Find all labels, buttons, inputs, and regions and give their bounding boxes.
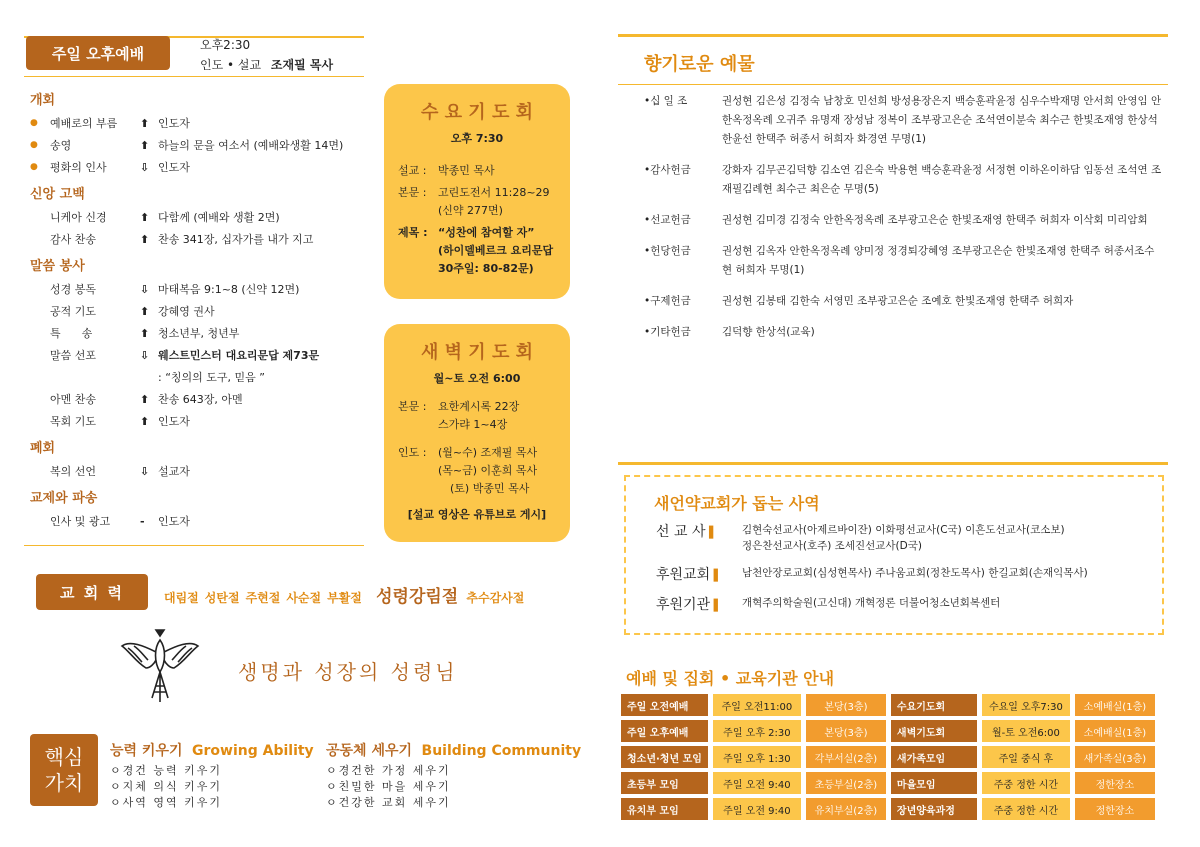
services-cell: 소예배실(1층) — [1075, 720, 1155, 742]
offering-row — [644, 211, 1164, 230]
mission-title: 새언약교회가 돕는 사역 — [654, 494, 820, 513]
order-row — [30, 134, 370, 156]
arrow-icon: ⬆ — [140, 392, 150, 406]
services-cell: 주일 오후 1:30 — [713, 746, 801, 768]
offering-names: 권성현 김은성 김정숙 남창호 민선희 방성용장은지 백승훈곽윤정 심우수박재명 안서희 안영임 안한옥정옥례 오귀주 유명재 장성남 정복이 조부광고은순 조석연이분숙 최수근 한빛조재영 한상석 한윤선 한택주 허종서 허희자 화경연 무명(1) — [722, 95, 1162, 145]
arrow-icon: ⬆ — [140, 210, 150, 224]
services-cell: 각부서실(2층) — [806, 746, 886, 768]
calendar-tab-label: 교 회 력 — [60, 583, 124, 602]
offering-names: 권성현 김미경 김정숙 안한옥정옥례 조부광고은순 한빛조재영 한택주 허희자 이삭회 미리암회 — [722, 214, 1148, 226]
core-value-item: ㅇ사역 영역 키우기 — [110, 796, 223, 809]
mission-names-line: 남천안장로교회(심성현목사) 주나움교회(정찬도목사) 한길교회(손재익목사) — [742, 567, 1088, 579]
services-cell: 수요일 오후7:30 — [982, 694, 1070, 716]
order-row — [30, 344, 370, 366]
mission-box — [624, 475, 1164, 635]
order-section-title: 신앙 고백 — [30, 187, 85, 202]
core-value-item: ㅇ경건 능력 키우기 — [110, 764, 223, 777]
arrow-icon: ⬆ — [140, 116, 150, 130]
order-label: 특 송 — [50, 327, 93, 340]
order-text: 찬송 341장, 십자가를 내가 지고 — [158, 233, 314, 246]
bullet-icon: ● — [30, 162, 38, 172]
order-text: 인도자 — [158, 161, 190, 174]
order-text: 웨스트민스터 대요리문답 제73문 — [158, 349, 320, 362]
order-text: 인도자 — [158, 117, 190, 130]
offering-row — [644, 92, 1164, 149]
calendar-last: 추수감사절 — [466, 591, 525, 605]
mission-names-line: 개혁주의학술원(고신대) 개혁정론 더불어청소년회복센터 — [742, 597, 1001, 609]
offering-label: •구제헌금 — [644, 295, 691, 307]
wed-sermon-label: 설교 : — [398, 164, 427, 177]
mission-bar-icon: ▌ — [710, 569, 723, 582]
order-text: 마태복음 9:1~8 (신약 12면) — [158, 283, 300, 296]
services-cell: 유치부 모임 — [621, 798, 708, 820]
offering-names: 강화자 김무곤김덕향 김소연 김은숙 박용현 백승훈곽윤정 서정현 이하온이하담 임동선 조석연 조재필김례현 최수근 최은순 무명(5) — [722, 164, 1162, 195]
services-row — [621, 746, 1155, 768]
offering-names: 김덕향 한상석(교육) — [722, 326, 815, 338]
arrow-icon: ⇩ — [140, 348, 150, 362]
arrow-icon: ⬆ — [140, 232, 150, 246]
order-label: 인사 및 광고 — [50, 515, 111, 528]
core-value-item: ㅇ지체 의식 키우기 — [110, 780, 223, 793]
services-cell: 주중 정한 시간 — [982, 772, 1070, 794]
services-cell: 주일 오전예배 — [621, 694, 708, 716]
services-row — [621, 694, 1155, 716]
mission-bar-icon: ▌ — [710, 599, 723, 612]
services-cell: 유치부실(2층) — [806, 798, 886, 820]
order-row — [30, 410, 370, 432]
core-value-item: ㅇ친밀한 마을 세우기 — [326, 780, 451, 793]
order-row — [30, 366, 370, 388]
services-cell: 새벽기도회 — [891, 720, 977, 742]
calendar-tab — [36, 574, 148, 610]
services-cell: 월-토 오전6:00 — [982, 720, 1070, 742]
order-row — [30, 510, 370, 532]
core-col2 — [326, 740, 581, 811]
afternoon-leader: 조재필 목사 — [270, 58, 334, 72]
offering-label: •기타헌금 — [644, 326, 691, 338]
arrow-icon: ⇩ — [140, 160, 150, 174]
order-row — [30, 206, 370, 228]
dawn-lead2: (목~금) 이훈희 목사 — [438, 464, 538, 477]
wed-topic-label: 제목 : — [398, 226, 428, 239]
dawn-lead-label: 인도 : — [398, 446, 427, 459]
wed-topic2: (하이델베르크 요리문답 — [438, 244, 554, 257]
dawn-text2: 스가랴 1~4장 — [438, 418, 508, 431]
services-cell: 초등부실(2층) — [806, 772, 886, 794]
bullet-icon: ● — [30, 140, 38, 150]
services-cell: 청소년·청년 모임 — [621, 746, 708, 768]
mission-bar-icon: ▌ — [705, 526, 718, 539]
offering-names: 권성현 김봉태 김한숙 서영민 조부광고은순 조예호 한빛조재영 한택주 허희자 — [722, 295, 1074, 307]
services-row — [621, 772, 1155, 794]
order-label: 아멘 찬송 — [50, 393, 97, 406]
order-row — [30, 112, 370, 134]
core-col2-title: 공동체 세우기 — [326, 743, 413, 759]
services-cell: 본당(3층) — [806, 694, 886, 716]
order-text: 찬송 643장, 아멘 — [158, 393, 243, 406]
order-row — [30, 460, 370, 482]
arrow-icon: ⬆ — [140, 304, 150, 318]
arrow-icon: ⬆ — [140, 326, 150, 340]
order-row — [30, 278, 370, 300]
core-col1-title: 능력 키우기 — [110, 743, 183, 759]
order-row — [30, 300, 370, 322]
order-row — [30, 156, 370, 178]
dawn-time: 월~토 오전 6:00 — [433, 372, 521, 385]
dawn-lead3: (토) 박종민 목사 — [450, 482, 530, 495]
services-cell: 본당(3층) — [806, 720, 886, 742]
mission-names — [742, 564, 1088, 584]
services-cell: 주중 정한 시간 — [982, 798, 1070, 820]
mission-label — [656, 564, 742, 584]
order-label: 말씀 선포 — [50, 349, 97, 362]
services-cell: 장년양육과정 — [891, 798, 977, 820]
order-of-worship — [30, 90, 370, 532]
dawn-title: 새 벽 기 도 회 — [420, 342, 533, 363]
order-row — [30, 388, 370, 410]
order-text: 설교자 — [158, 465, 190, 478]
offering-label: •십 일 조 — [644, 95, 688, 107]
mission-row — [656, 564, 1156, 584]
afternoon-leader-prefix: 인도 • 설교 — [200, 58, 262, 72]
calendar-season: 성탄절 — [204, 591, 240, 605]
calendar-season: 주현절 — [245, 591, 281, 605]
order-section-title: 폐회 — [30, 441, 56, 456]
wednesday-prayer-card — [384, 84, 570, 299]
order-text: 다함께 (예배와 생활 2면) — [158, 211, 280, 224]
order-section-title: 개회 — [30, 93, 56, 108]
mission-label — [656, 594, 742, 614]
offering-row — [644, 292, 1164, 311]
core-value-item: ㅇ건강한 교회 세우기 — [326, 796, 451, 809]
services-cell: 주일 오후예배 — [621, 720, 708, 742]
dove-icon — [120, 628, 200, 706]
wed-topic3: 30주일: 80-82문) — [438, 262, 534, 275]
calendar-season: 대림절 — [164, 591, 199, 605]
order-section-title: 말씀 봉사 — [30, 259, 85, 274]
wed-topic1: “성찬에 참여할 자” — [438, 226, 535, 239]
mission-names-line: 김현숙선교사(아제르바이잔) 이화평선교사(C국) 이흔도선교사(코소보) — [742, 524, 1065, 536]
order-text: 하늘의 문을 여소서 (예배와생활 14면) — [158, 139, 344, 152]
afternoon-leader-line — [200, 56, 333, 73]
offering-label: •선교헌금 — [644, 214, 691, 226]
services-cell: 소예배실(1층) — [1075, 694, 1155, 716]
order-label: 니케아 신경 — [50, 211, 107, 224]
order-text: 청소년부, 청년부 — [158, 327, 240, 340]
wed-text: 고린도전서 11:28~29 — [438, 186, 550, 199]
offering-names: 권성현 김옥자 안한옥정옥례 양미정 정경퇴강혜영 조부광고은순 한빛조재영 한택주 허종서조수현 허희자 무명(1) — [722, 245, 1155, 276]
order-text: : “칭의의 도구, 믿음 ” — [158, 371, 265, 384]
mission-names — [742, 521, 1065, 554]
core-col2-en: Building Community — [421, 743, 582, 759]
services-cell: 주일 오전11:00 — [713, 694, 801, 716]
calendar-seasons — [164, 582, 524, 607]
mission-label — [656, 521, 742, 554]
arrow-icon: - — [140, 514, 145, 528]
arrow-icon: ⇩ — [140, 282, 150, 296]
services-cell: 주일 오전 9:40 — [713, 772, 801, 794]
core-tab-2: 가치 — [44, 771, 84, 795]
bullet-icon: ● — [30, 118, 38, 128]
order-label: 공적 기도 — [50, 305, 97, 318]
calendar-current: 성령강림절 — [376, 587, 459, 607]
services-cell: 주일 중식 후 — [982, 746, 1070, 768]
wed-sermon: 박종민 목사 — [438, 164, 495, 177]
order-label: 복의 선언 — [50, 465, 97, 478]
mission-row — [656, 594, 1156, 614]
calendar-season: 부활절 — [327, 591, 362, 605]
order-row — [30, 322, 370, 344]
offering-label: •헌당헌금 — [644, 245, 691, 257]
dawn-text1: 요한계시록 22장 — [438, 400, 520, 413]
mission-label-text: 선 교 사 — [656, 524, 706, 540]
dawn-note: [설교 영상은 유튜브로 게시] — [407, 508, 547, 521]
core-tab-1: 핵심 — [44, 745, 84, 769]
services-cell: 마을모임 — [891, 772, 977, 794]
order-text: 인도자 — [158, 515, 190, 528]
arrow-icon: ⬆ — [140, 138, 150, 152]
dawn-lead1: (월~수) 조재필 목사 — [438, 446, 538, 459]
order-label: 송영 — [50, 139, 72, 152]
wednesday-time: 오후 7:30 — [450, 132, 504, 145]
offering-label: •감사헌금 — [644, 164, 691, 176]
core-values-tab — [30, 734, 98, 806]
services-cell: 정한장소 — [1075, 798, 1155, 820]
core-value-item: ㅇ경건한 가정 세우기 — [326, 764, 451, 777]
mission-row — [656, 521, 1156, 554]
wed-text-label: 본문 : — [398, 186, 427, 199]
afternoon-service-tab — [26, 36, 170, 70]
order-label: 평화의 인사 — [50, 161, 107, 174]
services-cell: 새가족모임 — [891, 746, 977, 768]
services-cell: 수요기도회 — [891, 694, 977, 716]
order-text: 인도자 — [158, 415, 190, 428]
offering-row — [644, 323, 1164, 342]
core-col1-en: Growing Ability — [192, 743, 314, 759]
order-label: 감사 찬송 — [50, 233, 97, 246]
order-row — [30, 228, 370, 250]
mission-names — [742, 594, 1000, 614]
mission-label-text: 후원기관 — [656, 597, 711, 613]
calendar-theme: 생명과 성장의 성령님 — [238, 660, 458, 684]
mission-names-line: 정은찬선교사(호주) 조세진선교사(D국) — [742, 540, 922, 552]
services-table — [616, 690, 1160, 824]
order-text: 강혜영 권사 — [158, 305, 215, 318]
order-label: 목회 기도 — [50, 415, 97, 428]
arrow-icon: ⬆ — [140, 414, 150, 428]
order-label: 성경 봉독 — [50, 283, 97, 296]
services-row — [621, 720, 1155, 742]
mission-label-text: 후원교회 — [656, 567, 711, 583]
calendar-season: 사순절 — [286, 591, 322, 605]
offering-row — [644, 242, 1164, 280]
order-label: 예배로의 부름 — [50, 117, 118, 130]
services-cell: 정한장소 — [1075, 772, 1155, 794]
dawn-text-label: 본문 : — [398, 400, 427, 413]
afternoon-service-tab-label: 주일 오후예배 — [51, 44, 145, 63]
order-section-title: 교제와 파송 — [30, 491, 98, 506]
services-row — [621, 798, 1155, 820]
dawn-prayer-card — [384, 324, 570, 542]
wed-text2: (신약 277면) — [438, 204, 503, 217]
offering-row — [644, 161, 1164, 199]
offering-title: 향기로운 예물 — [644, 54, 755, 75]
services-cell: 주일 오전 9:40 — [713, 798, 801, 820]
services-cell: 초등부 모임 — [621, 772, 708, 794]
services-cell: 새가족실(3층) — [1075, 746, 1155, 768]
afternoon-time: 오후2:30 — [200, 38, 251, 52]
arrow-icon: ⇩ — [140, 464, 150, 478]
wednesday-title: 수 요 기 도 회 — [420, 102, 533, 123]
services-cell: 주일 오후 2:30 — [713, 720, 801, 742]
offering-list — [644, 92, 1164, 342]
services-title: 예배 및 집회 • 교육기관 안내 — [626, 669, 835, 688]
core-col1 — [110, 740, 314, 811]
